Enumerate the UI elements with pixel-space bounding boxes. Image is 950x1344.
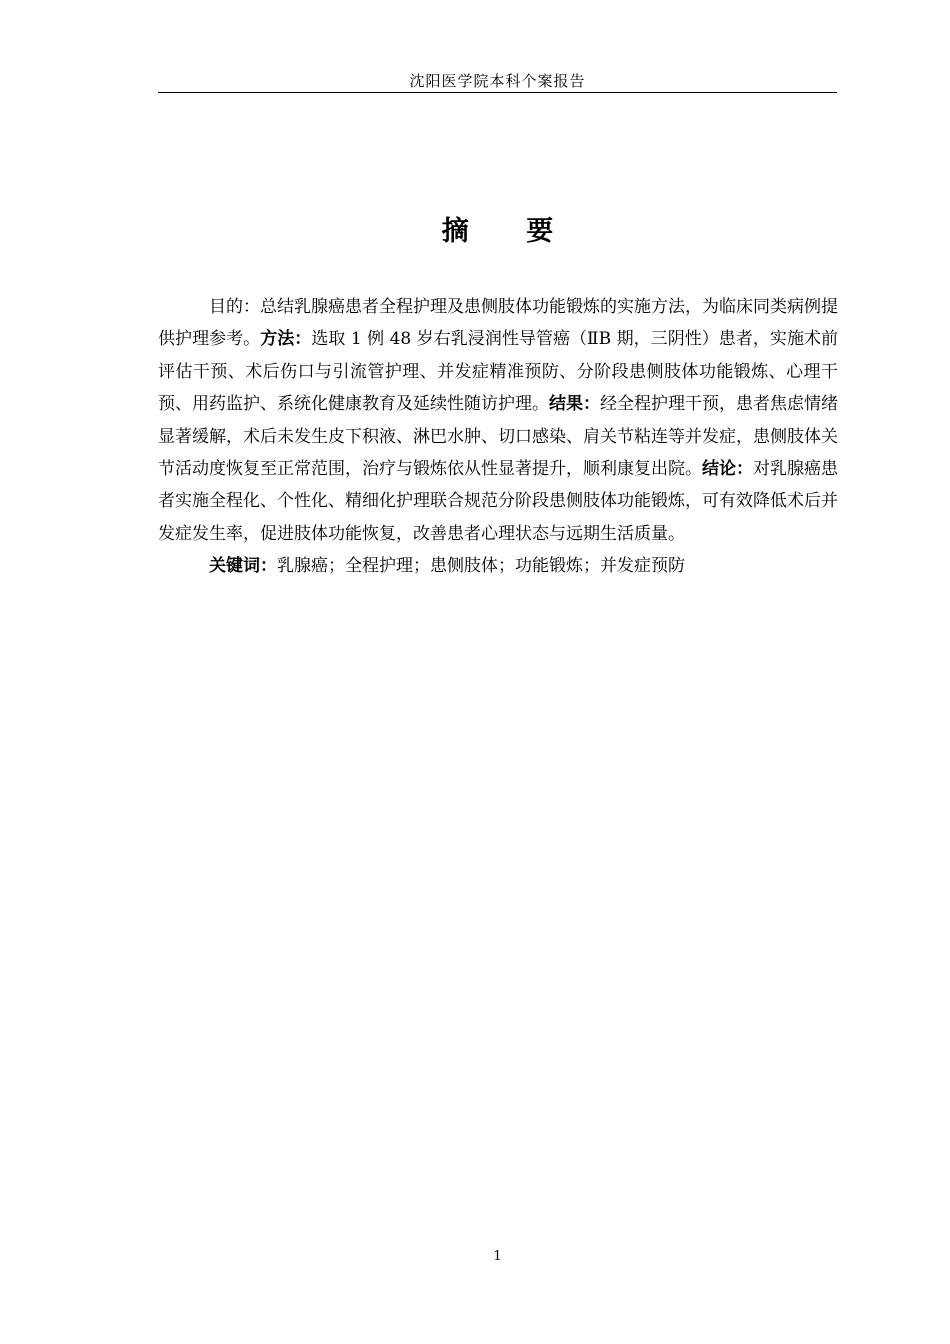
keywords-paragraph bbox=[158, 550, 838, 582]
keywords-label: 关键词： bbox=[209, 556, 277, 577]
abstract-section bbox=[158, 291, 838, 583]
page-title: 摘 要 bbox=[441, 216, 578, 247]
conclusion-label: 结论： bbox=[702, 459, 753, 480]
purpose-label: 目的： bbox=[209, 297, 260, 317]
page-number: 1 bbox=[493, 1249, 502, 1264]
page-header: 沈阳医学院本科个案报告 bbox=[409, 72, 586, 90]
conclusion-text: 对乳腺癌患者实施全程化、个性化、精细化护理联合规范分阶段患侧肢体功能锻炼，可有效降低术后并发症发生率，促进肢体功能恢复，改善患者心理状态与远期生活质量。 bbox=[158, 459, 838, 544]
abstract-paragraph bbox=[158, 291, 838, 550]
method-text: 选取 1 例 48 岁右乳浸润性导管癌（ⅡB 期，三阴性）患者，实施术前评估干预、术后伤口与引流管护理、并发症精准预防、分阶段患侧肢体功能锻炼、心理干预、用药监护、系统化健康教育及延续性随访护理。 bbox=[158, 329, 839, 415]
keywords-text: 乳腺癌；全程护理；患侧肢体；功能锻炼；并发症预防 bbox=[277, 556, 685, 577]
method-label: 方法： bbox=[260, 329, 312, 350]
header-divider bbox=[158, 92, 837, 93]
purpose-text: 总结乳腺癌患者全程护理及患侧肢体功能锻炼的实施方法，为临床同类病例提供护理参考。 bbox=[158, 297, 838, 350]
result-text: 经全程护理干预，患者焦虑情绪显著缓解，术后未发生皮下积液、淋巴水肿、切口感染、肩关节粘连等并发症，患侧肢体关节活动度恢复至正常范围，治疗与锻炼依从性显著提升，顺利康复出院。 bbox=[158, 394, 838, 480]
result-label: 结果： bbox=[549, 394, 600, 415]
